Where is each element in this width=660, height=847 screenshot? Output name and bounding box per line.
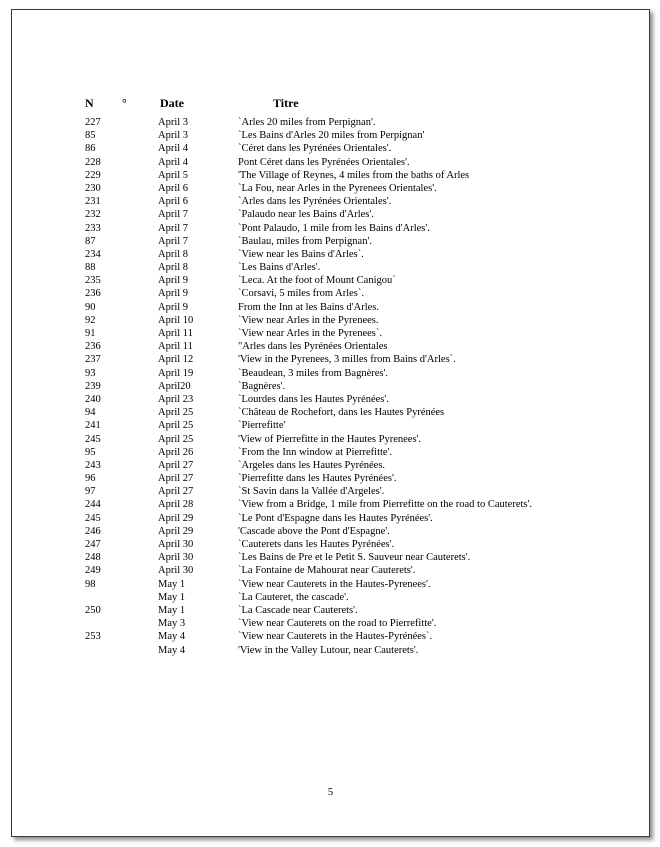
row-date: April 6	[158, 196, 189, 208]
row-number: 95	[85, 446, 96, 458]
table-row	[12, 182, 649, 195]
row-title: From the Inn at les Bains d'Arles.	[238, 301, 379, 313]
row-date: April 3	[158, 117, 189, 128]
page-number: 5	[327, 787, 334, 798]
row-number: 243	[85, 459, 101, 471]
row-title: `From the Inn window at Pierrefitte'.	[238, 446, 393, 458]
row-number: 230	[85, 182, 101, 194]
row-date: April 4	[158, 143, 189, 155]
table-row	[12, 485, 649, 498]
row-date: April 7	[158, 235, 189, 247]
row-number: 92	[85, 314, 96, 326]
row-number: 240	[85, 393, 101, 405]
table-row	[12, 551, 649, 564]
row-title: `Céret dans les Pyrénées Orientales'.	[238, 143, 392, 155]
table-row	[12, 630, 649, 643]
row-title: `La Fontaine de Mahourat near Cauterets'.	[238, 565, 416, 577]
table-row	[12, 274, 649, 287]
row-date: May 4	[158, 644, 186, 656]
row-number: 96	[85, 473, 96, 485]
table-row	[12, 129, 649, 142]
row-date: May 1	[158, 604, 186, 616]
row-title: `Arles 20 miles from Perpignan'.	[238, 117, 376, 128]
row-number: 241	[85, 420, 101, 432]
row-number: 253	[85, 631, 101, 643]
row-title: `Cauterets dans les Hautes Pyrénées'.	[238, 539, 395, 550]
table-row	[12, 578, 649, 591]
row-title: `Leca. At the foot of Mount Canigou`	[238, 275, 396, 287]
row-number: 239	[85, 380, 101, 392]
table-row	[12, 314, 649, 327]
header-date: Date	[160, 96, 184, 110]
row-date: April 12	[158, 354, 194, 366]
row-date: April 7	[158, 209, 189, 221]
row-date: April 6	[158, 182, 189, 194]
header-number: N	[85, 96, 94, 110]
row-number: 236	[85, 288, 101, 300]
row-title: `Les Bains d'Arles 20 miles from Perpignan'	[238, 130, 425, 142]
row-date: April 5	[158, 169, 189, 181]
row-number: 228	[85, 156, 101, 168]
row-title: `Pierrefitte dans les Hautes Pyrénées'.	[238, 473, 397, 485]
row-title: `Baulau, miles from Perpignan'.	[238, 235, 372, 247]
row-date: April 30	[158, 565, 194, 577]
header-degree: °	[122, 96, 127, 110]
row-title: `La Fou, near Arles in the Pyrenees Orientales'.	[238, 182, 437, 194]
row-title: `Beaudean, 3 miles from Bagnères'.	[238, 367, 389, 379]
row-date: April 7	[158, 222, 189, 234]
row-date: April 9	[158, 275, 189, 287]
row-date: May 1	[158, 591, 186, 603]
row-date: April 19	[158, 367, 194, 379]
row-title: `Bagnères'.	[238, 380, 286, 392]
row-number: 236	[85, 341, 101, 353]
row-number: 91	[85, 328, 96, 339]
table-row	[12, 208, 649, 221]
row-date: April 29	[158, 512, 194, 524]
row-number: 231	[85, 196, 101, 208]
row-title: `La Cauteret, the cascade'.	[238, 591, 349, 603]
row-title: `View near Cauterets in the Hautes-Pyrénées`.	[238, 631, 433, 643]
row-number: 85	[85, 130, 96, 142]
row-date: April 10	[158, 314, 194, 326]
row-number: 97	[85, 486, 96, 498]
row-date: April 8	[158, 262, 189, 274]
row-date: April 27	[158, 486, 194, 498]
row-title: `Pont Palaudo, 1 mile from les Bains d'Arles'.	[238, 222, 430, 234]
row-number: 94	[85, 407, 96, 419]
row-date: April 28	[158, 499, 194, 511]
row-date: April 30	[158, 552, 194, 564]
row-number: 245	[85, 512, 101, 524]
table-row	[12, 459, 649, 472]
table-row	[12, 472, 649, 485]
row-date: April 3	[158, 130, 189, 142]
table-row	[12, 301, 649, 314]
row-date: April 25	[158, 433, 194, 445]
row-title: `Arles dans les Pyrénées Orientales'.	[238, 196, 392, 208]
table-row	[12, 116, 649, 129]
row-date: April 9	[158, 288, 189, 300]
row-date: May 3	[158, 618, 186, 630]
row-date: April 9	[158, 301, 189, 313]
row-number: 88	[85, 262, 96, 274]
row-title: `View near Arles in the Pyrenees.	[238, 314, 379, 326]
row-title: `View near Cauterets on the road to Pierrefitte'.	[238, 618, 437, 630]
row-date: April20	[158, 380, 191, 392]
row-title: `Les Bains d'Arles'.	[238, 262, 321, 274]
row-title: `Le Pont d'Espagne dans les Hautes Pyrénées'.	[238, 512, 433, 524]
table-row	[12, 367, 649, 380]
table-row	[12, 644, 649, 657]
row-title: 'View in the Pyrenees, 3 milles from Bains d'Arles`.	[238, 354, 456, 366]
row-number: 250	[85, 604, 101, 616]
table-row	[12, 235, 649, 248]
row-title: 'Cascade above the Pont d'Espagne'.	[238, 525, 390, 537]
row-title: `View near Cauterets in the Hautes-Pyrenees'.	[238, 578, 431, 590]
row-title: "Arles dans les Pyrénées Orientales	[238, 341, 388, 353]
row-date: May 1	[158, 578, 186, 590]
row-title: `Argeles dans les Hautes Pyrénées.	[238, 459, 386, 471]
row-number: 232	[85, 209, 101, 221]
row-number: 249	[85, 565, 101, 577]
row-number: 234	[85, 248, 101, 260]
row-title: `La Cascade near Cauterets'.	[238, 604, 358, 616]
row-number: 237	[85, 354, 101, 366]
table-row	[12, 287, 649, 300]
row-date: April 29	[158, 525, 194, 537]
table-row	[12, 617, 649, 630]
row-date: April 25	[158, 407, 194, 419]
row-number: 244	[85, 499, 101, 511]
table-body	[12, 116, 649, 657]
row-date: April 26	[158, 446, 194, 458]
table-row	[12, 433, 649, 446]
row-number: 90	[85, 301, 96, 313]
document-page	[11, 9, 650, 837]
row-number: 98	[85, 578, 96, 590]
table-row	[12, 419, 649, 432]
row-date: April 23	[158, 393, 194, 405]
table-row	[12, 261, 649, 274]
row-date: April 27	[158, 473, 194, 485]
table-row	[12, 564, 649, 577]
row-date: April 11	[158, 341, 193, 353]
row-date: April 4	[158, 156, 189, 168]
table-row	[12, 156, 649, 169]
row-title: `View from a Bridge, 1 mile from Pierrefitte on the road to Cauterets'.	[238, 499, 533, 511]
table-row	[12, 525, 649, 538]
table-row	[12, 195, 649, 208]
row-title: `Lourdes dans les Hautes Pyrénées'.	[238, 393, 389, 405]
table-row	[12, 169, 649, 182]
table-row	[12, 512, 649, 525]
table-row	[12, 222, 649, 235]
row-number: 245	[85, 433, 101, 445]
row-number: 233	[85, 222, 101, 234]
row-number: 93	[85, 367, 96, 379]
row-title: 'View in the Valley Lutour, near Cauterets'.	[238, 644, 419, 656]
table-row	[12, 248, 649, 261]
row-title: 'The Village of Reynes, 4 miles from the baths of Arles	[238, 169, 470, 181]
row-title: `View near les Bains d'Arles`.	[238, 248, 364, 260]
row-number: 86	[85, 143, 96, 155]
row-date: April 8	[158, 248, 189, 260]
row-title: `Palaudo near les Bains d'Arles'.	[238, 209, 374, 221]
header-titre: Titre	[273, 96, 299, 110]
row-title: `Corsavi, 5 miles from Arles`.	[238, 288, 364, 300]
table-row	[12, 393, 649, 406]
row-date: May 4	[158, 631, 186, 643]
table-row	[12, 142, 649, 155]
row-title: `St Savin dans la Vallée d'Argeles'.	[238, 486, 385, 498]
row-number: 227	[85, 117, 101, 128]
table-row	[12, 327, 649, 340]
row-title: Pont Céret dans les Pyrénées Orientales'.	[238, 156, 410, 168]
row-date: April 11	[158, 328, 193, 339]
table-row	[12, 591, 649, 604]
table-row	[12, 340, 649, 353]
table-row	[12, 380, 649, 393]
row-date: April 25	[158, 420, 194, 432]
row-date: April 27	[158, 459, 194, 471]
row-number: 87	[85, 235, 96, 247]
row-number: 248	[85, 552, 101, 564]
table-row	[12, 538, 649, 551]
table-row	[12, 446, 649, 459]
row-title: `Les Bains de Pre et le Petit S. Sauveur near Cauterets'.	[238, 552, 471, 564]
table-header	[12, 96, 649, 110]
row-title: `Château de Rochefort, dans les Hautes Pyrénées	[238, 407, 445, 419]
row-title: 'View of Pierrefitte in the Hautes Pyrenees'.	[238, 433, 422, 445]
table-row	[12, 353, 649, 366]
table-row	[12, 498, 649, 511]
row-number: 235	[85, 275, 101, 287]
table-row	[12, 406, 649, 419]
row-title: `Pierrefitte'	[238, 420, 286, 432]
row-number: 229	[85, 169, 101, 181]
row-number: 247	[85, 539, 101, 550]
row-title: `View near Arles in the Pyrenees`.	[238, 328, 382, 339]
row-number: 246	[85, 525, 101, 537]
row-date: April 30	[158, 539, 194, 550]
table-row	[12, 604, 649, 617]
